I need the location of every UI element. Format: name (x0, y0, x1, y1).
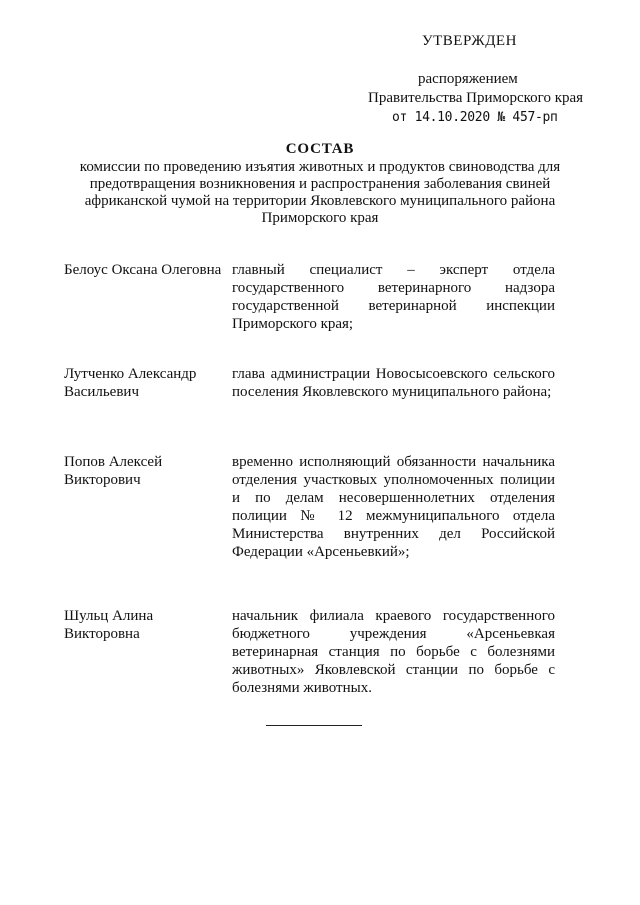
approval-title: УТВЕРЖДЕН (422, 33, 517, 49)
approval-date-number: от 14.10.2020 № 457-рп (392, 110, 558, 125)
member-role: временно исполняющий обязанности начальника отделения участковых уполномоченных полиции и по делам несовершеннолетних отделения полиции № 12 межмуниципального отдела Министерства внутренних дел Российской Федерации «Арсеньевкий»; (232, 454, 555, 560)
member-name: Шульц Алина Викторовна (64, 608, 154, 642)
approval-by-line: распоряжением (418, 71, 518, 87)
document-heading (50, 140, 590, 227)
member-name: Попов Алексей Викторович (64, 454, 163, 488)
end-divider (266, 725, 362, 726)
member-role: глава администрации Новосысоевского сельского поселения Яковлевского муниципального района; (232, 366, 555, 400)
approval-government: Правительства Приморского края (368, 90, 584, 106)
document-title: СОСТАВ (285, 141, 355, 157)
member-name: Белоус Оксана Олеговна (64, 262, 222, 278)
member-role: главный специалист – эксперт отдела государственного ветеринарного надзора государственной ветеринарной инспекции Приморского края; (232, 262, 555, 332)
member-role: начальник филиала краевого государственного бюджетного учреждения «Арсеньевкая ветеринарная станция по борьбе с болезнями животных» Яковлевской станции по борьбе с болезнями животных. (232, 608, 555, 696)
member-name: Лутченко Александр Васильевич (64, 366, 197, 400)
document-subtitle: комиссии по проведению изъятия животных и продуктов свиноводства для предотвращения возникновения и распространения заболевания свиней африканской чумой на территории Яковлевского муниципального района Приморского края (79, 159, 561, 226)
